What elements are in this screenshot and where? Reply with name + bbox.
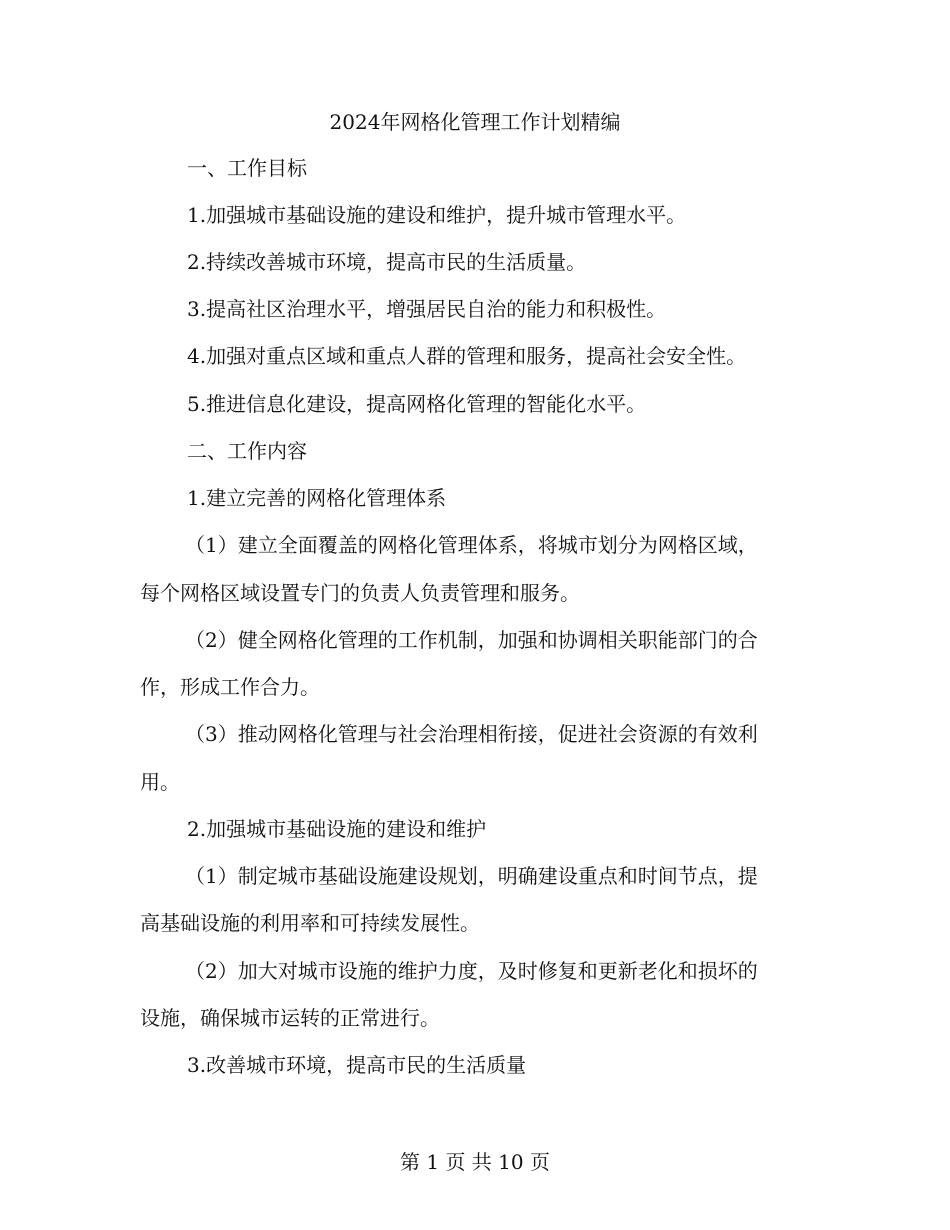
goal-item-5: 5.推进信息化建设，提高网格化管理的智能化水平。 [187,392,647,416]
content-heading-1: 1.建立完善的网格化管理体系 [187,486,447,510]
paragraph-line: 作，形成工作合力。 [140,675,320,699]
paragraph-line: 每个网格区域设置专门的负责人负责管理和服务。 [140,581,580,605]
content-heading-3: 3.改善城市环境，提高市民的生活质量 [187,1053,527,1077]
section-heading-content: 二、工作内容 [187,439,307,463]
paragraph-line: 设施，确保城市运转的正常进行。 [140,1006,440,1030]
content-heading-2: 2.加强城市基础设施的建设和维护 [187,817,487,841]
paragraph-line: （1）制定城市基础设施建设规划，明确建设重点和时间节点，提 [185,864,758,888]
paragraph-line: （2）加大对城市设施的维护力度，及时修复和更新老化和损坏的 [185,959,758,983]
page-footer: 第 1 页 共 10 页 [400,1150,550,1174]
goal-item-2: 2.持续改善城市环境，提高市民的生活质量。 [187,250,587,274]
document-title: 2024年网格化管理工作计划精编 [329,110,621,134]
section-heading-goals: 一、工作目标 [187,156,307,180]
goal-item-4: 4.加强对重点区域和重点人群的管理和服务，提高社会安全性。 [187,344,747,368]
goal-item-1: 1.加强城市基础设施的建设和维护，提升城市管理水平。 [187,203,687,227]
paragraph-line: （3）推动网格化管理与社会治理相衔接，促进社会资源的有效利 [185,722,758,746]
paragraph-line: 用。 [140,770,180,794]
goal-item-3: 3.提高社区治理水平，增强居民自治的能力和积极性。 [187,297,667,321]
paragraph-line: （1）建立全面覆盖的网格化管理体系，将城市划分为网格区域， [185,533,758,557]
paragraph-line: 高基础设施的利用率和可持续发展性。 [140,911,480,935]
paragraph-line: （2）健全网格化管理的工作机制，加强和协调相关职能部门的合 [185,628,758,652]
